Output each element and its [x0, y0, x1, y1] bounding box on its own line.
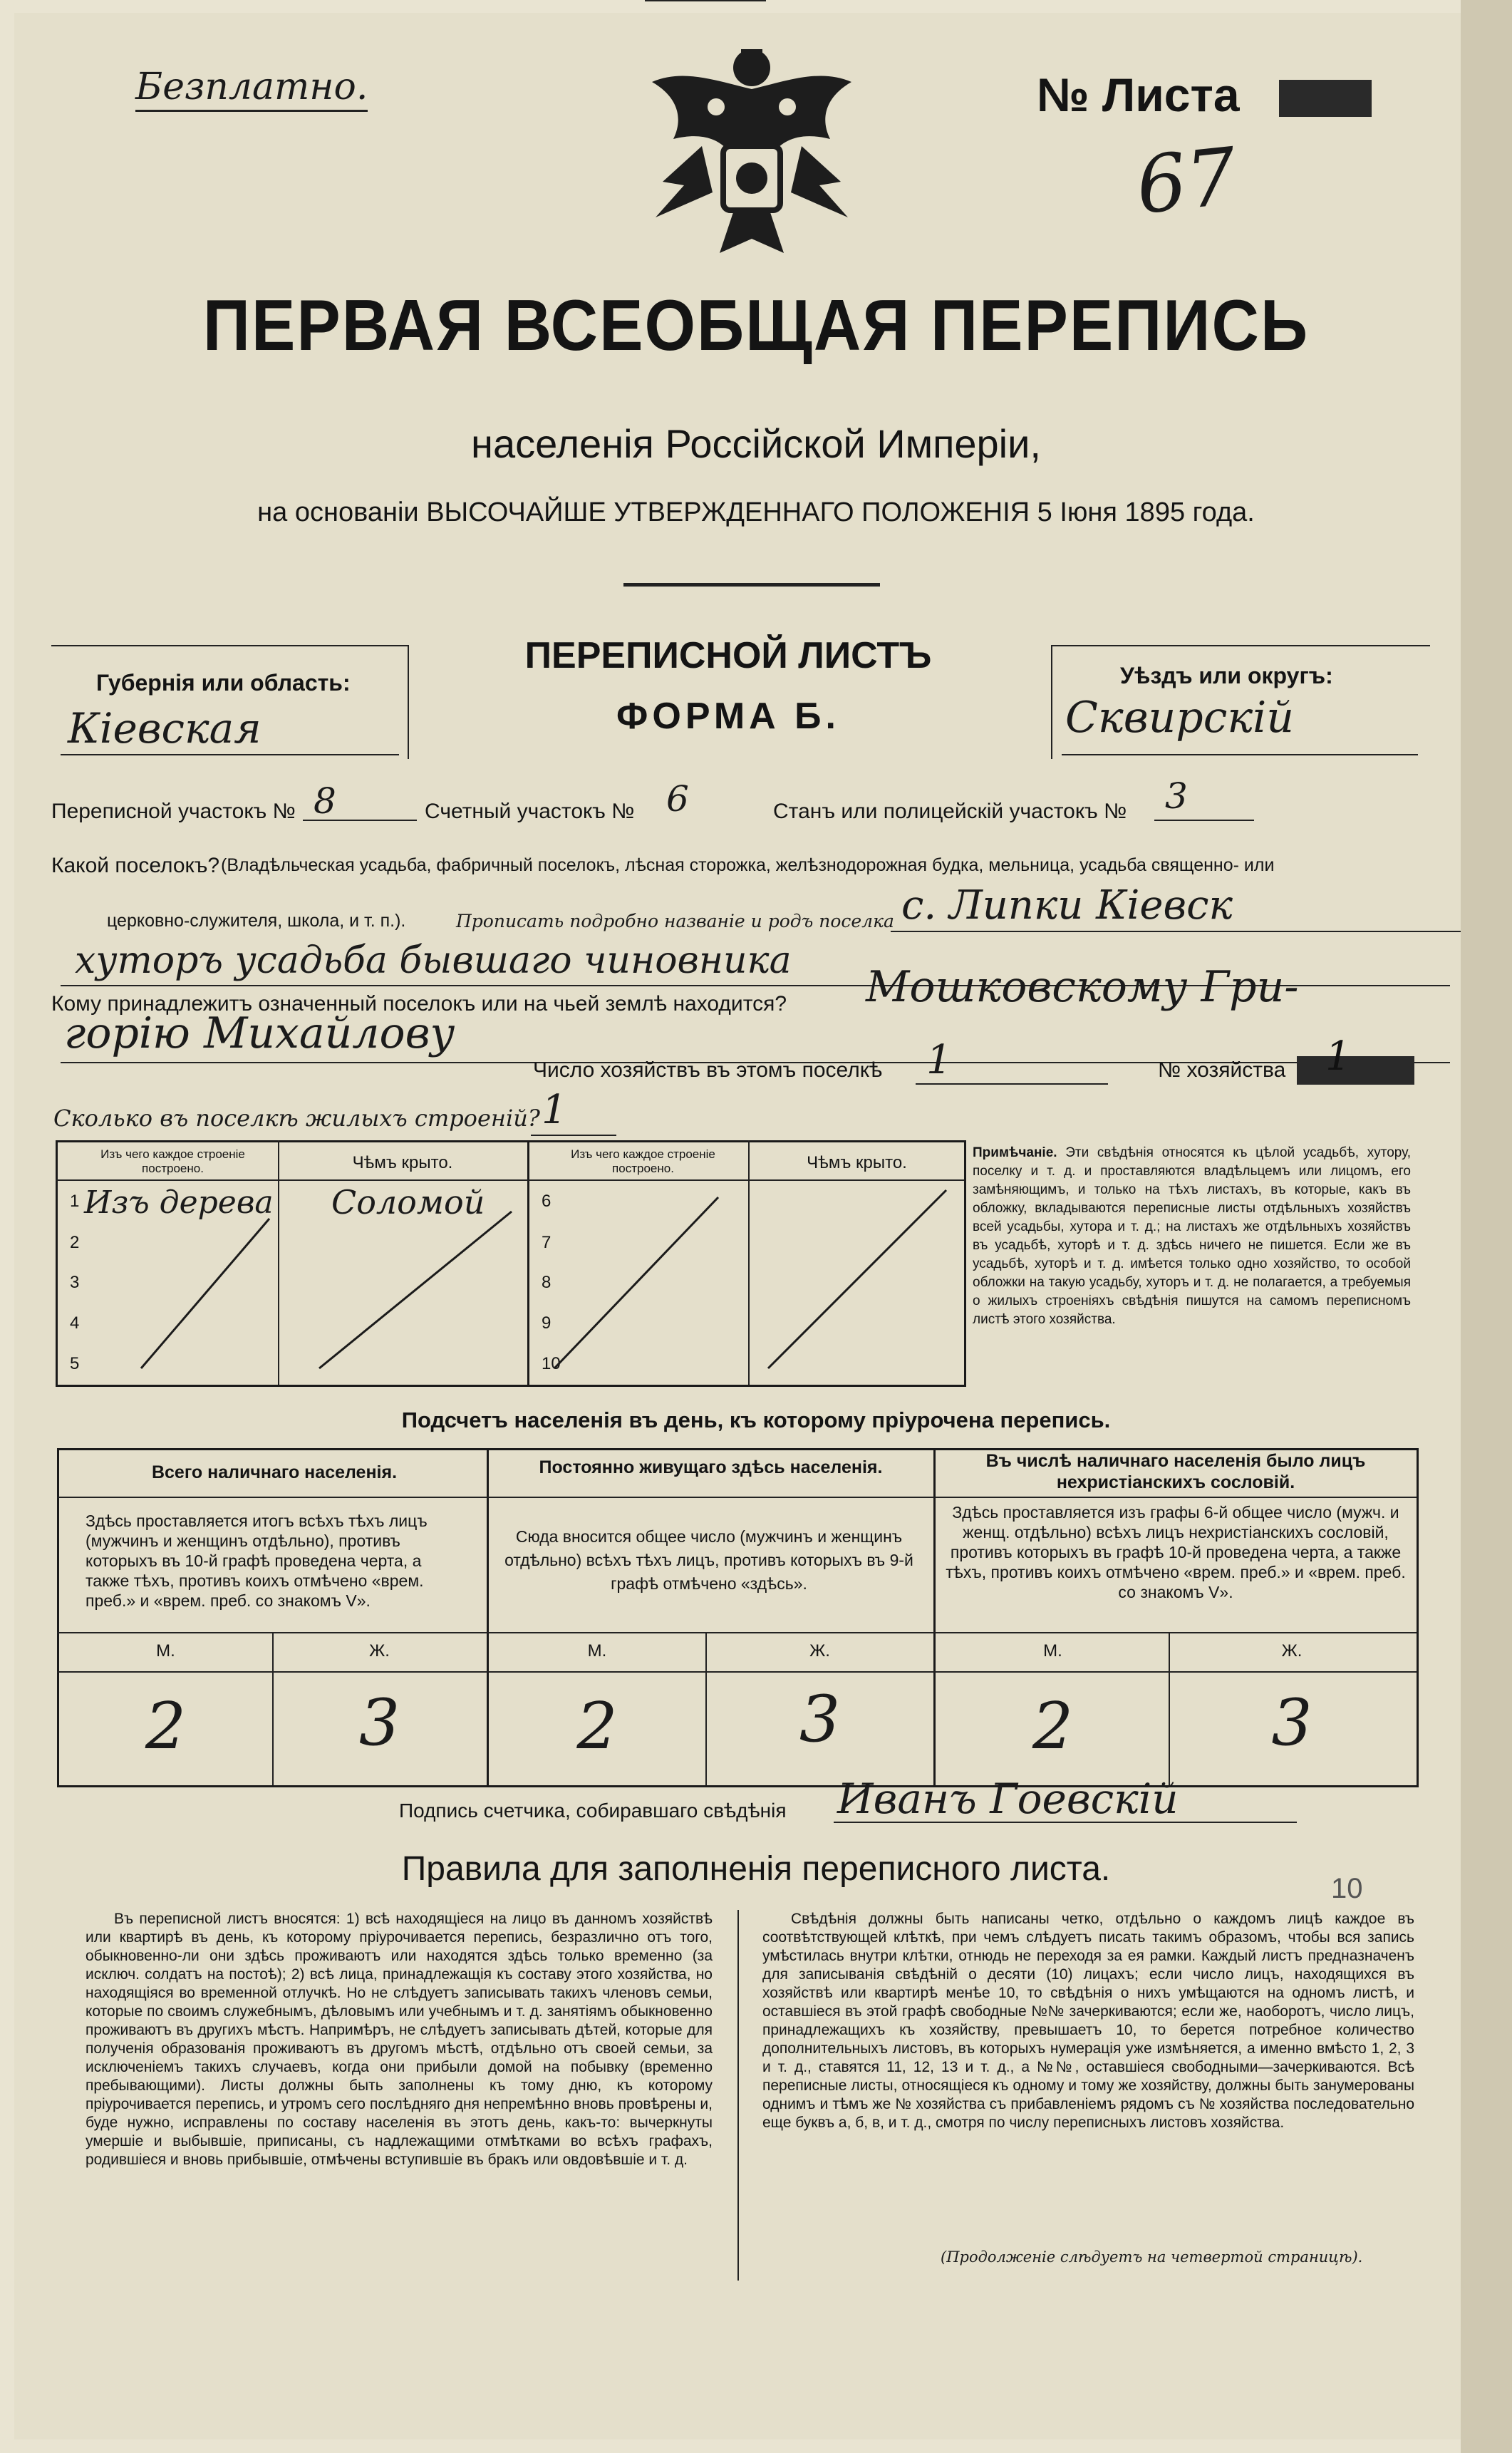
- pop-total-m: 2: [145, 1689, 187, 1764]
- sheet-number-struck: [1279, 80, 1372, 117]
- adjacent-page-edge: [1461, 0, 1512, 2453]
- rules-continued: (Продолженіе слѣдуетъ на четвертой страницѣ).: [941, 2248, 1363, 2266]
- margin-page-number: 10: [1331, 1873, 1363, 1904]
- gubernia-label: Губернія или область:: [96, 670, 351, 696]
- uezd-underline: [1062, 754, 1418, 755]
- uezd-value: Сквирскій: [1065, 693, 1294, 743]
- settlement-underline-1: [891, 931, 1461, 932]
- buildings-strike-lines: [56, 1140, 964, 1386]
- row-num-10: 10: [542, 1354, 561, 1373]
- rules-left-text: Въ переписной листъ вносятся: 1) всѣ находящіеся на лицо въ данномъ хозяйствѣ или квартирѣ въ день, къ которому пріурочивается перепись, безразлично отъ того, обыкновенно-ли они здѣсь проживаютъ или находятся здѣсь только временно (за исключ. солдатъ на постоѣ); 2) всѣ лица, принадлежащія къ составу этого хозяйства, но находящіяся во временной отлучкѣ. Но не слѣдуетъ записывать такихъ членовъ семьи, которые по своимъ служебнымъ, дѣловымъ или учебнымъ и т. д. занятіямъ обыкновенно проживаютъ въ другихъ мѣстъ. Напримѣръ, не слѣдуетъ записывать дѣтей, которые для полученія образованія проживаютъ въ другомъ мѣстѣ, отдѣльно отъ своей семьи, за исключеніемъ такихъ случаевъ, когда они прибыли домой на побывку (временно пребывающими). Листы должны быть заполнены къ тому дню, къ которому пріурочивается перепись, и утромъ сего послѣдняго дня непремѣнно вновь провѣрены и, буде нужно, исправлены по составу населенія въ этотъ день, какъ-то: вычеркнуты умершіе и выбывшіе, приписаны, съ надлежащими отмѣтками во всѣхъ графахъ, родившіеся и вновь прибывшіе, отмѣчены вступившіе въ бракъ или овдовѣвшіе и т. д.: [86, 1911, 713, 2168]
- census-district-label: Переписной участокъ №: [51, 800, 296, 823]
- pop-resident-m: 2: [576, 1689, 618, 1764]
- pop-col3-desc: Здѣсь проставляется изъ графы 6-й общее число (мужч. и женщ. отдѣльно) всѣхъ лицъ нехристіанскихъ сословій, противъ которыхъ въ графѣ 10-й проведена черта, а также тѣхъ, противъ коихъ отмѣчено «врем. преб.» и «врем. преб. со знакомъ V».: [946, 1503, 1406, 1601]
- form-subtitle: ФОРМА Б.: [616, 696, 840, 737]
- pop-col2-desc: Сюда вносится общее число (мужчинъ и женщинъ отдѣльно) всѣхъ тѣхъ лицъ, противъ которыхъ въ 9-й графѣ отмѣчено «здѣсь».: [504, 1527, 913, 1593]
- row1-material: Изъ дерева: [84, 1184, 274, 1221]
- row-num-5: 5: [70, 1354, 80, 1373]
- row-num-1: 1: [70, 1192, 80, 1211]
- uezd-label: Уѣздъ или округъ:: [1120, 663, 1333, 688]
- pop-m-label-2: М.: [587, 1641, 607, 1661]
- settlement-value-1: с. Липки Кіевск: [901, 882, 1233, 929]
- count-district-label: Счетный участокъ №: [425, 800, 635, 823]
- dwellings-label: Сколько въ поселкѣ жилыхъ строеній?: [53, 1105, 540, 1132]
- pop-total-f: 3: [358, 1685, 400, 1760]
- household-no-label: № хозяйства: [1158, 1058, 1286, 1082]
- row-num-7: 7: [542, 1233, 552, 1252]
- pop-col1-desc: Здѣсь проставляется итогъ всѣхъ тѣхъ лицъ (мужчинъ и женщинъ отдѣльно), противъ которыхъ въ 10-й графѣ проведена черта, а также тѣхъ, противъ коихъ отмѣчено «врем. преб.» и «врем. преб. со знакомъ V».: [86, 1512, 428, 1610]
- col-roof-left: Чѣмъ крыто.: [352, 1153, 453, 1172]
- pop-f-label-1: Ж.: [369, 1641, 390, 1661]
- pop-nonchristian-f: 3: [1271, 1685, 1312, 1760]
- census-title: ПЕРВАЯ ВСЕОБЩАЯ ПЕРЕПИСЬ: [202, 285, 1310, 366]
- col-material-left: Изъ чего каждое строеніе построено.: [100, 1147, 245, 1175]
- census-subtitle: населенія Россійской Имперіи,: [471, 421, 1041, 466]
- pop-resident-f: 3: [799, 1682, 841, 1757]
- col-roof-right: Чѣмъ крыто.: [807, 1153, 907, 1172]
- row1-roof: Соломой: [331, 1183, 485, 1222]
- note-text: Эти свѣдѣнія относятся къ цѣлой усадьбѣ, хутору, поселку и т. д. и проставляются владѣльцемъ или лицомъ, его замѣняющимъ, и только на тѣхъ листахъ, въ которые, какъ въ обложку, вкладываются переписные листы отдѣльныхъ хозяйствъ всей усадьбы, хутора и т. д.; на листахъ же отдѣльныхъ хозяйствъ въ усадьбѣ, хуторѣ и т. д. здѣсь ничего не пишется. Если же въ усадьбѣ, хуторѣ и т. д. имѣется только одно хозяйство, то особой обложки на такую усадьбу, хуторъ и т. д. не полагается, а требуемыя о жилыхъ строеніяхъ свѣдѣнія пишутся на самомъ переписномъ листѣ этого хозяйства.: [973, 1145, 1411, 1327]
- census-basis: на основаніи ВЫСОЧАЙШЕ УТВЕРЖДЕННАГО ПОЛОЖЕНІЯ 5 Іюня 1895 года.: [257, 497, 1255, 527]
- settlement-instruction: Прописать подробно названіе и родъ поселка: [456, 911, 894, 931]
- pop-f-label-3: Ж.: [1281, 1641, 1303, 1661]
- pop-f-label-2: Ж.: [809, 1641, 830, 1661]
- pop-col3-head: Въ числѣ наличнаго населенія было лицъ нехристіанскихъ сословій.: [985, 1451, 1366, 1492]
- dwellings-value: 1: [542, 1087, 567, 1133]
- sheet-number-label: № Листа: [1037, 68, 1240, 121]
- dwellings-underline: [531, 1135, 616, 1136]
- row-num-6: 6: [542, 1192, 552, 1211]
- rules-right-text: Свѣдѣнія должны быть написаны четко, отдѣльно о каждомъ лицѣ каждое въ соотвѣтствующей клѣткѣ, при чемъ слѣдуетъ писать такимъ образомъ, чтобы вся запись умѣстилась внутри клѣтки, отнюдь не переходя за ея рамки. Каждый листъ предназначенъ для записыванія свѣдѣній о десяти (10) лицахъ; если число лицъ, находящихся въ хозяйствѣ или квартирѣ менѣе 10, то свѣдѣнія о нихъ умѣщаются на одномъ листѣ, и оставшіеся въ этой графѣ свободные №№ зачеркиваются; если же, наоборотъ, число лицъ, принадлежащихъ къ хозяйству, превышаетъ 10, то берется потребное количество дополнительныхъ листовъ, въ которыхъ нумерація уже измѣняется, а именно вмѣсто 1, 2, 3 и т. д., ставятся 11, 12, 13 и т. д., а №№, оставшіеся свободными—зачеркиваются. Всѣ переписные листы, относящіеся къ одному и тому же хозяйству, должны быть занумерованы однимъ и тѣмъ же № хозяйства съ прибавленіемъ рядомъ съ № хозяйства последовательно еще буквъ а, б, в, и т. д., смотря по числу переписныхъ листовъ хозяйства.: [762, 1911, 1414, 2131]
- census-district-value: 8: [314, 780, 336, 822]
- stan-underline: [1154, 820, 1254, 821]
- note-label: Примѣчаніе.: [973, 1145, 1057, 1160]
- household-no-box: [1297, 1056, 1414, 1085]
- rules-column-divider: [737, 1910, 739, 2281]
- pop-m-label-3: М.: [1043, 1641, 1062, 1661]
- row-num-3: 3: [70, 1273, 80, 1292]
- signature-value: Иванъ Гоевскій: [837, 1775, 1179, 1823]
- settlement-value-2: хуторъ усадьба бывшаго чиновника: [75, 939, 792, 982]
- row-num-2: 2: [70, 1233, 80, 1252]
- pop-mf-top-line: [57, 1632, 1417, 1633]
- free-label: Безплатно.: [135, 66, 368, 112]
- gubernia-value: Кіевская: [68, 704, 262, 753]
- sheet-number-stamp: 67: [1132, 130, 1241, 232]
- census-district-underline: [303, 820, 417, 821]
- pop-col-div-2: [933, 1448, 936, 1785]
- pop-nonchristian-m: 2: [1032, 1689, 1074, 1764]
- pop-mf-div-2: [705, 1632, 707, 1785]
- note-block: [973, 1144, 1411, 1329]
- households-value: 1: [926, 1037, 952, 1083]
- pop-m-label-1: М.: [156, 1641, 175, 1661]
- pop-mf-div-1: [272, 1632, 274, 1785]
- pop-col1-head: Всего наличнаго населенія.: [151, 1462, 398, 1482]
- pop-col-div-1: [487, 1448, 489, 1785]
- row-num-8: 8: [542, 1273, 552, 1292]
- settlement-label: Какой поселокъ?: [51, 854, 220, 877]
- population-title: Подсчетъ населенія въ день, къ которому пріурочена перепись.: [401, 1408, 1111, 1432]
- pop-mf-div-3: [1169, 1632, 1170, 1785]
- pop-head-line: [57, 1497, 1417, 1498]
- owner-label: Кому принадлежитъ означенный поселокъ или на чьей землѣ находится?: [51, 992, 787, 1016]
- row-num-9: 9: [542, 1313, 552, 1333]
- signature-underline: [834, 1822, 1297, 1823]
- rules-title: Правила для заполненія переписного листа.: [401, 1850, 1111, 1888]
- household-no-value: 1: [1325, 1033, 1351, 1080]
- owner-value-1: Мошковскому Гри-: [866, 962, 1299, 1012]
- pop-mf-bottom-line: [57, 1671, 1417, 1673]
- households-label: Число хозяйствъ въ этомъ поселкѣ: [533, 1058, 883, 1082]
- form-title: ПЕРЕПИСНОЙ ЛИСТЪ: [524, 635, 932, 676]
- signature-label: Подпись счетчика, собиравшаго свѣдѣнія: [399, 1799, 787, 1822]
- settlement-hint: (Владѣльческая усадьба, фабричный поселокъ, лѣсная сторожка, желѣзнодорожная будка, мельница, усадьба священно- или: [221, 855, 1275, 875]
- households-underline: [916, 1083, 1108, 1085]
- owner-value-2: горію Михайлову: [64, 1008, 455, 1058]
- pop-col2-head: Постоянно живущаго здѣсь населенія.: [539, 1457, 883, 1477]
- row-num-4: 4: [70, 1313, 80, 1333]
- count-district-value: 6: [666, 778, 689, 820]
- col-material-right: Изъ чего каждое строеніе построено.: [571, 1147, 715, 1175]
- count-district-underline: [645, 0, 766, 1]
- gubernia-underline: [61, 754, 399, 755]
- stan-value: 3: [1165, 775, 1188, 817]
- stan-label: Станъ или полицейскій участокъ №: [773, 800, 1127, 823]
- title-divider: [623, 583, 880, 587]
- double-headed-eagle-emblem: [634, 39, 869, 274]
- settlement-hint-2: церковно-служителя, школа, и т. п.).: [107, 911, 406, 931]
